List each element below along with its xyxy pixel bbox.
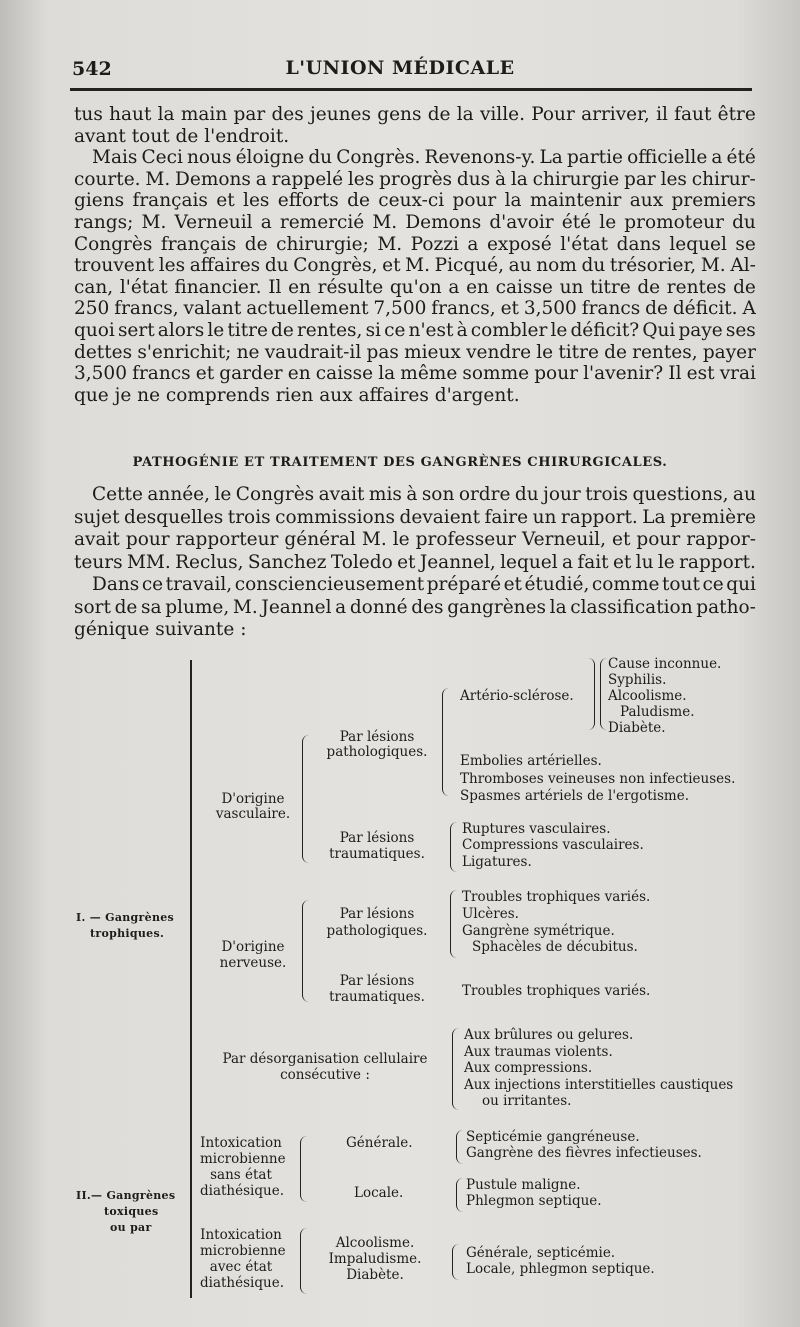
desorg-item-2: Aux traumas violents.	[464, 1044, 613, 1060]
journal-title: L'UNION MÉDICALE	[285, 57, 515, 79]
origin-vascular-2: vasculaire.	[215, 806, 291, 822]
intox-avec-2: microbienne	[200, 1243, 286, 1259]
cause-alcoolisme: Alcoolisme.	[608, 688, 687, 704]
cause-paludisme: Paludisme.	[620, 704, 695, 720]
generale-item-1: Septicémie gangréneuse.	[466, 1129, 640, 1145]
desorg-label-1: Par désorganisation cellulaire	[222, 1051, 428, 1067]
brace-nervous	[302, 900, 309, 1002]
brace-nerv-patho	[450, 890, 457, 958]
section-paragraph	[74, 484, 756, 642]
cause-diabete: Diabète.	[608, 720, 666, 736]
brace-causes-open	[600, 658, 607, 730]
brace-intox-sans	[300, 1136, 307, 1202]
text-line: trouvent les affaires du Congrès, et M. Picqué, au nom du trésorier, M. Al-	[74, 255, 756, 277]
diath-item-2: Locale, phlegmon septique.	[466, 1261, 655, 1277]
vasc-trauma-item-3: Ligatures.	[462, 854, 532, 870]
vasc-trauma-item-2: Compressions vasculaires.	[462, 837, 644, 853]
group-2-title: II.— Gangrènes	[76, 1189, 176, 1202]
text-line: 3,500 francs et garder en caisse la même somme pour l'avenir? Il est vrai	[74, 363, 756, 385]
header-rule	[70, 88, 752, 91]
intox-avec-1: Intoxication	[200, 1227, 282, 1243]
group-2-subtitle-2: ou par	[110, 1221, 152, 1234]
nerv-patho-item-2: Ulcères.	[462, 906, 519, 922]
vasc-lesions-patho-1: Par lésions	[339, 729, 415, 745]
nerv-lesions-patho-2: pathologiques.	[326, 923, 428, 939]
vasc-patho-item-3: Spasmes artériels de l'ergotisme.	[460, 788, 690, 804]
origin-nervous-1: D'origine	[221, 939, 285, 955]
text-line: 250 francs, valant actuellement 7,500 francs, et 3,500 francs de déficit. A	[74, 298, 756, 320]
nerv-patho-item-1: Troubles trophiques variés.	[462, 889, 651, 905]
text-line: génique suivante :	[74, 619, 247, 640]
brace-vasc-trauma	[450, 822, 457, 872]
brace-causes	[588, 658, 595, 730]
brace-diath	[452, 1244, 459, 1280]
cause-syphilis: Syphilis.	[608, 672, 667, 688]
desorg-item-4: Aux injections interstitielles caustiques	[464, 1077, 734, 1093]
desorg-label-2: consécutive :	[280, 1067, 370, 1083]
diath-impaludisme: Impaludisme.	[328, 1251, 422, 1267]
text-line: tus haut la main par des jeunes gens de la ville. Pour arriver, il faut être	[74, 104, 756, 125]
text-line: quoi sert alors le titre de rentes, si ce n'est à combler le déficit? Qui paye ses	[74, 319, 756, 341]
text-line: teurs MM. Reclus, Sanchez Toledo et Jeannel, lequel a fait et lu le rapport.	[74, 551, 756, 573]
desorg-item-5: ou irritantes.	[482, 1093, 572, 1109]
text-line: que je ne comprends rien aux affaires d'argent.	[74, 384, 520, 406]
intox-sans-4: diathésique.	[200, 1183, 284, 1199]
group-2-subtitle-1: toxiques	[104, 1205, 159, 1218]
vasc-lesions-trauma-2: traumatiques.	[329, 846, 425, 862]
brace-intox-avec	[300, 1228, 307, 1294]
group-1-title: I. — Gangrènes	[76, 911, 175, 924]
nerv-trauma-item: Troubles trophiques variés.	[462, 983, 651, 999]
brace-vasc-patho	[442, 688, 449, 796]
intox-sans-1: Intoxication	[200, 1135, 282, 1151]
intox-avec-4: diathésique.	[200, 1275, 284, 1291]
text-line: Mais Ceci nous éloigne du Congrès. Revenons-y. La partie officielle a été	[92, 147, 756, 169]
locale-item-1: Pustule maligne.	[466, 1177, 581, 1193]
locale-label: Locale.	[354, 1185, 404, 1201]
vasc-patho-item-2: Thromboses veineuses non infectieuses.	[460, 771, 736, 787]
section-title: PATHOGÉNIE ET TRAITEMENT DES GANGRÈNES CHIRURGICALES.	[132, 455, 668, 470]
intox-sans-3: sans état	[210, 1167, 272, 1183]
nerv-lesions-trauma-1: Par lésions	[339, 973, 415, 989]
brace-vascular	[302, 735, 309, 863]
origin-vascular-1: D'origine	[221, 791, 285, 807]
diath-item-1: Générale, septicémie.	[466, 1245, 616, 1261]
generale-item-2: Gangrène des fièvres infectieuses.	[466, 1145, 702, 1161]
intro-paragraphs	[74, 104, 756, 406]
nerv-lesions-patho-1: Par lésions	[339, 906, 415, 922]
vasc-patho-item-1: Embolies artérielles.	[460, 753, 602, 769]
vasc-lesions-trauma-1: Par lésions	[339, 830, 415, 846]
text-line: sujet desquelles trois commissions devaient faire un rapport. La première	[74, 506, 756, 528]
page-header	[0, 52, 800, 88]
origin-nervous-2: nerveuse.	[219, 955, 287, 971]
intox-avec-3: avec état	[209, 1259, 273, 1275]
desorg-item-1: Aux brûlures ou gelures.	[464, 1027, 634, 1043]
group-1-subtitle: trophiques.	[90, 927, 165, 940]
diath-alcoolisme: Alcoolisme.	[335, 1235, 415, 1251]
brace-locale	[456, 1178, 463, 1212]
cause-inconnue: Cause inconnue.	[608, 656, 722, 672]
text-line: Cette année, le Congrès avait mis à son ordre du jour trois questions, au	[92, 484, 756, 505]
text-line: dettes s'enrichit; ne vaudrait-il pas mieux vendre le titre de rentes, payer	[74, 341, 756, 363]
vasc-trauma-item-1: Ruptures vasculaires.	[462, 821, 611, 837]
text-line: avait pour rapporteur général M. le professeur Verneuil, et pour rappor-	[74, 529, 756, 550]
nerv-patho-item-4: Sphacèles de décubitus.	[472, 939, 638, 955]
text-line: giens français et les efforts de ceux-ci pour la maintenir aux premiers	[74, 190, 756, 212]
vasc-lesions-patho-2: pathologiques.	[326, 744, 428, 760]
nerv-lesions-trauma-2: traumatiques.	[329, 989, 425, 1005]
intox-sans-2: microbienne	[200, 1151, 286, 1167]
brace-generale	[456, 1130, 463, 1164]
text-line: can, l'état financier. Il en résulte qu'on a en caisse un titre de rentes de	[74, 276, 756, 298]
text-line: rangs; M. Verneuil a remercié M. Demons d'avoir été le promoteur du	[74, 211, 756, 233]
text-line: avant tout de l'endroit.	[74, 125, 290, 147]
nerv-patho-item-3: Gangrène symétrique.	[462, 923, 615, 939]
text-line: sort de sa plume, M. Jeannel a donné des gangrènes la classification patho-	[74, 596, 756, 618]
generale-label: Générale.	[346, 1135, 413, 1151]
page-number: 542	[72, 58, 112, 80]
locale-item-2: Phlegmon septique.	[466, 1193, 602, 1209]
arterio-sclerose: Artério-sclérose.	[460, 688, 574, 704]
brace-desorg	[452, 1028, 459, 1110]
text-line: Dans ce travail, consciencieusement préparé et étudié, comme tout ce qui	[92, 574, 756, 595]
text-line: Congrès français de chirurgie; M. Pozzi a exposé l'état dans lequel se	[74, 233, 756, 255]
diath-diabete: Diabète.	[346, 1267, 404, 1283]
text-line: courte. M. Demons a rappelé les progrès dus à la chirurgie par les chirur-	[74, 168, 756, 190]
toxic-vertical-rule	[190, 1130, 192, 1298]
main-vertical-rule	[190, 660, 192, 1130]
desorg-item-3: Aux compressions.	[464, 1060, 593, 1076]
